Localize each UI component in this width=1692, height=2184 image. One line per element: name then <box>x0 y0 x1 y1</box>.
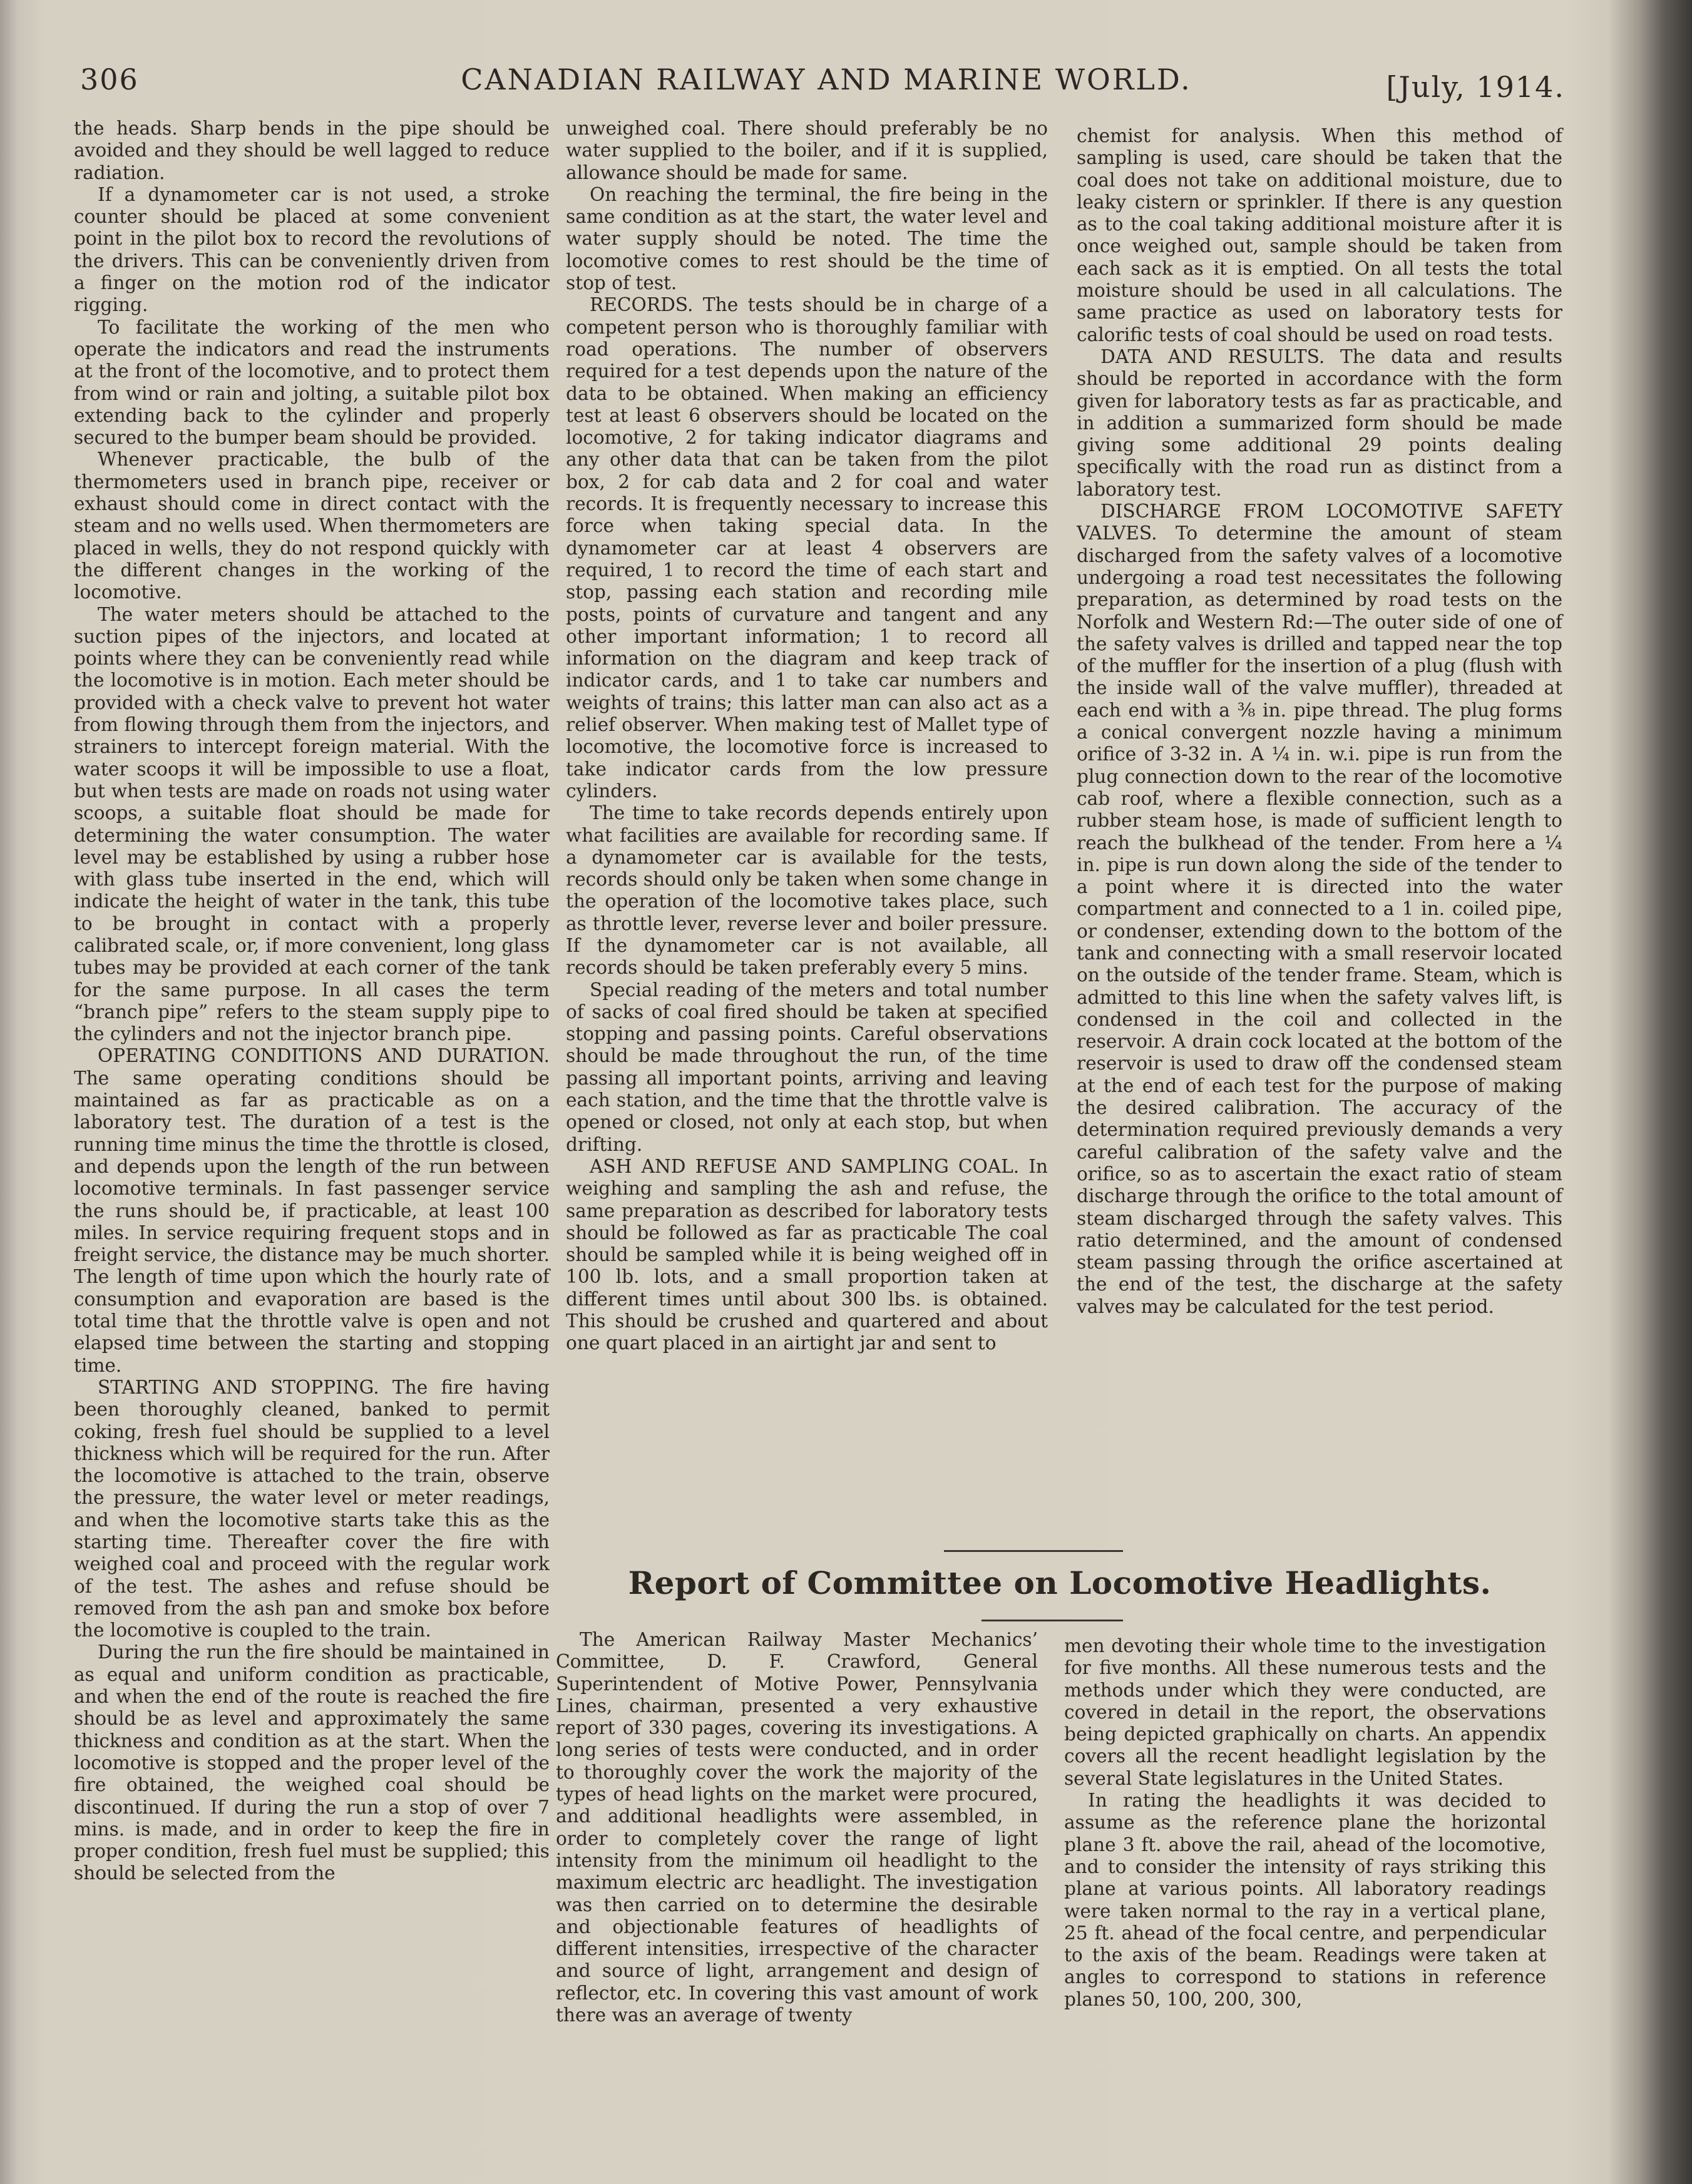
divider-rule <box>944 1550 1123 1552</box>
paragraph: RECORDS. The tests should be in charge of a competent person who is thoroughly familiar with road operations. The number of observers required for a test depends upon the nature of the data to be obtained. When making an efficiency test at least 6 observers should be located on the locomotive, 2 for taking indicator diagrams and any other data that can be taken from the pilot box, 2 for cab data and 2 for coal and water records. It is frequently necessary to increase this force when taking special data. In the dynamometer car at least 4 observers are required, 1 to record the time of each start and stop, passing each station and recording mile posts, points of curvature and tangent and any other important information; 1 to record all information on the diagram and keep track of indicator cards, and 1 to take car numbers and weights of trains; this latter man can also act as a relief observer. When making test of Mallet type of locomotive, the locomotive force is increased to take indicator cards from the low pressure cylinders. <box>566 294 1048 802</box>
paragraph: Special reading of the meters and total number of sacks of coal fired should be taken at specified stopping and passing points. Careful observations should be made throughout the run, of the time passing all important points, arriving and leaving each station, and the time that the throttle valve is opened or closed, not only at each stop, but when drifting. <box>566 979 1048 1155</box>
paragraph: If a dynamometer car is not used, a stroke counter should be placed at some convenient point in the pilot box to record the revolutions of the drivers. This can be conveniently driven from a finger on the motion rod of the indicator rigging. <box>74 183 550 316</box>
text-column-1 <box>74 118 550 1885</box>
paragraph: DISCHARGE FROM LOCOMOTIVE SAFETY VALVES. To determine the amount of steam discharged from the safety valves of a locomotive undergoing a road test necessitates the following preparation, as determined by road tests on the Norfolk and Western Rd:—The outer side of one of the safety valves is drilled and tapped near the top of the muffler for the insertion of a plug (flush with the inside wall of the valve muffler), threaded at each end with a ⅜ in. pipe thread. The plug forms a conical convergent nozzle having a minimum orifice of 3-32 in. A ¼ in. w.i. pipe is run from the plug connection down to the rear of the locomotive cab roof, where a flexible connection, such as a rubber steam hose, is made of sufficient length to reach the bulkhead of the tender. From here a ¼ in. pipe is run down along the side of the tender to a point where it is directed into the water compartment and connected to a 1 in. coiled pipe, or condenser, extending down to the bottom of the tank and connecting with a small reservoir located on the outside of the tender frame. Steam, which is admitted to this line when the safety valves lift, is condensed in the coil and collected in the reservoir. A drain cock located at the bottom of the reservoir is used to draw off the condensed steam at the end of each test for the purpose of making the desired calibration. The accuracy of the determination required previously demands a very careful calibration of the safety valve and the orifice, so as to ascertain the exact ratio of steam discharge through the orifice to the total amount of steam discharged through the safety valves. This ratio determined, and the amount of condensed steam passing through the orifice ascertained at the end of the test, the discharge at the safety valves may be calculated for the test period. <box>1077 501 1562 1317</box>
paragraph: On reaching the terminal, the fire being in the same condition as at the start, the water level and water supply should be noted. The time the locomotive comes to rest should be the time of stop of test. <box>566 183 1048 294</box>
journal-title: CANADIAN RAILWAY AND MARINE WORLD. <box>461 63 1192 96</box>
paragraph: The American Railway Master Mechanics’ Committee, D. F. Crawford, General Superintendent of Motive Power, Pennsylvania Lines, chairman, presented a very exhaustive report of 330 pages, covering its investigations. A long series of tests were conducted, and in order to thoroughly cover the work the majority of the types of head lights on the market were procured, and additional headlights were assembled, in order to completely cover the range of light intensity from the minimum oil headlight to the maximum electric arc headlight. The investigation was then carried on to determine the desirable and objectionable features of headlights of different intensities, irrespective of the character and source of light, arrangement and design of reflector, etc. In covering this vast amount of work there was an average of twenty <box>556 1629 1038 2026</box>
issue-date: [July, 1914. <box>1386 70 1565 104</box>
page-number: 306 <box>80 63 139 96</box>
paragraph: The time to take records depends entirely upon what facilities are available for recording same. If a dynamometer car is available for the tests, records should only be taken when some change in the operation of the locomotive takes place, such as throttle lever, reverse lever and boiler pressure. If the dynamometer car is not available, all records should be taken preferably every 5 mins. <box>566 802 1048 979</box>
paragraph: STARTING AND STOPPING. The fire having been thoroughly cleaned, banked to permit coking, fresh fuel should be supplied to a level thickness which will be required for the run. After the locomotive is attached to the train, observe the pressure, the water level or meter readings, and when the locomotive starts take this as the starting time. Thereafter cover the fire with weighed coal and proceed with the regular work of the test. The ashes and refuse should be removed from the ash pan and smoke box before the locomotive is coupled to the train. <box>74 1376 550 1641</box>
text-column-2 <box>566 118 1048 1355</box>
paragraph: The water meters should be attached to the suction pipes of the injectors, and located at points where they can be conveniently read while the locomotive is in motion. Each meter should be provided with a check valve to prevent hot water from flowing through them from the injectors, and strainers to intercept foreign material. With the water scoops it will be impossible to use a float, but when tests are made on roads not using water scoops, a suitable float should be made for determining the water consumption. The water level may be established by using a rubber hose with glass tube inserted in the end, which will indicate the height of water in the tank, this tube to be brought in contact with a properly calibrated scale, or, if more convenient, long glass tubes may be provided at each corner of the tank for the same purpose. In all cases the term “branch pipe” refers to the steam supply pipe to the cylinders and not the injector branch pipe. <box>74 603 550 1045</box>
divider-rule <box>982 1620 1123 1621</box>
paragraph: OPERATING CONDITIONS AND DURATION. The same operating conditions should be maintained as far as practicable as on a laboratory test. The duration of a test is the running time minus the time the throttle is closed, and depends upon the length of the run between locomotive terminals. In fast passenger service the runs should be, if practicable, at least 100 miles. In service requiring frequent stops and in freight service, the distance may be much shorter. The length of time upon which the hourly rate of consumption and evaporation are based is the total time that the throttle valve is open and not elapsed time between the starting and stopping time. <box>74 1045 550 1376</box>
report-column-2 <box>1064 1635 1546 2011</box>
paragraph: During the run the fire should be maintained in as equal and uniform condition as practicable, and when the end of the route is reached the fire should be as level and approximately the same thickness and condition as at the start. When the locomotive is stopped and the proper level of the fire obtained, the weighed coal should be discontinued. If during the run a stop of over 7 mins. is made, and in order to keep the fire in proper condition, fresh fuel must be supplied; this should be selected from the <box>74 1641 550 1884</box>
paragraph: the heads. Sharp bends in the pipe should be avoided and they should be well lagged to reduce radiation. <box>74 118 550 183</box>
paragraph: To facilitate the working of the men who operate the indicators and read the instruments at the front of the locomotive, and to protect them from wind or rain and jolting, a suitable pilot box extending back to the cylinder and properly secured to the bumper beam should be provided. <box>74 316 550 449</box>
paragraph: chemist for analysis. When this method of sampling is used, care should be taken that the coal does not take on additional moisture, due to leaky cistern or sprinkler. If there is any question as to the coal taking additional moisture after it is once weighed out, sample should be taken from each sack as it is emptied. On all tests the total moisture should be used in all calculations. The same practice as used on laboratory tests for calorific tests of coal should be used on road tests. <box>1077 125 1562 345</box>
paragraph: ASH AND REFUSE AND SAMPLING COAL. In weighing and sampling the ash and refuse, the same preparation as described for laboratory tests should be followed as far as practicable The coal should be sampled while it is being weighed off in 100 lb. lots, and a small proportion taken at different times until about 300 lbs. is obtained. This should be crushed and quartered and about one quart placed in an airtight jar and sent to <box>566 1155 1048 1354</box>
paragraph: In rating the headlights it was decided to assume as the reference plane the horizontal plane 3 ft. above the rail, ahead of the locomotive, and to consider the intensity of rays striking this plane at various points. All laboratory readings were taken normal to the ray in a vertical plane, 25 ft. ahead of the focal centre, and perpendicular to the axis of the beam. Readings were taken at angles to correspond to stations in reference planes 50, 100, 200, 300, <box>1064 1790 1546 2010</box>
text-column-3 <box>1077 125 1562 1318</box>
paragraph: men devoting their whole time to the investigation for five months. All these numerous tests and the methods under which they were conducted, are covered in detail in the report, the observations being depicted graphically on charts. An appendix covers all the recent headlight legislation by the several State legislatures in the United States. <box>1064 1635 1546 1789</box>
article-title: Report of Committee on Locomotive Headlights. <box>628 1564 1492 1601</box>
running-header <box>75 54 1577 104</box>
paragraph: DATA AND RESULTS. The data and results should be reported in accordance with the form given for laboratory tests as far as practicable, and in addition a summarized form should be made giving some additional 29 points dealing specifically with the road run as distinct from a laboratory test. <box>1077 345 1562 500</box>
paragraph: unweighed coal. There should preferably be no water supplied to the boiler, and if it is supplied, allowance should be made for same. <box>566 118 1048 183</box>
report-column-1 <box>556 1629 1038 2026</box>
paragraph: Whenever practicable, the bulb of the thermometers used in branch pipe, receiver or exhaust should come in direct contact with the steam and no wells used. When thermometers are placed in wells, they do not respond quickly with the different changes in the working of the locomotive. <box>74 449 550 603</box>
